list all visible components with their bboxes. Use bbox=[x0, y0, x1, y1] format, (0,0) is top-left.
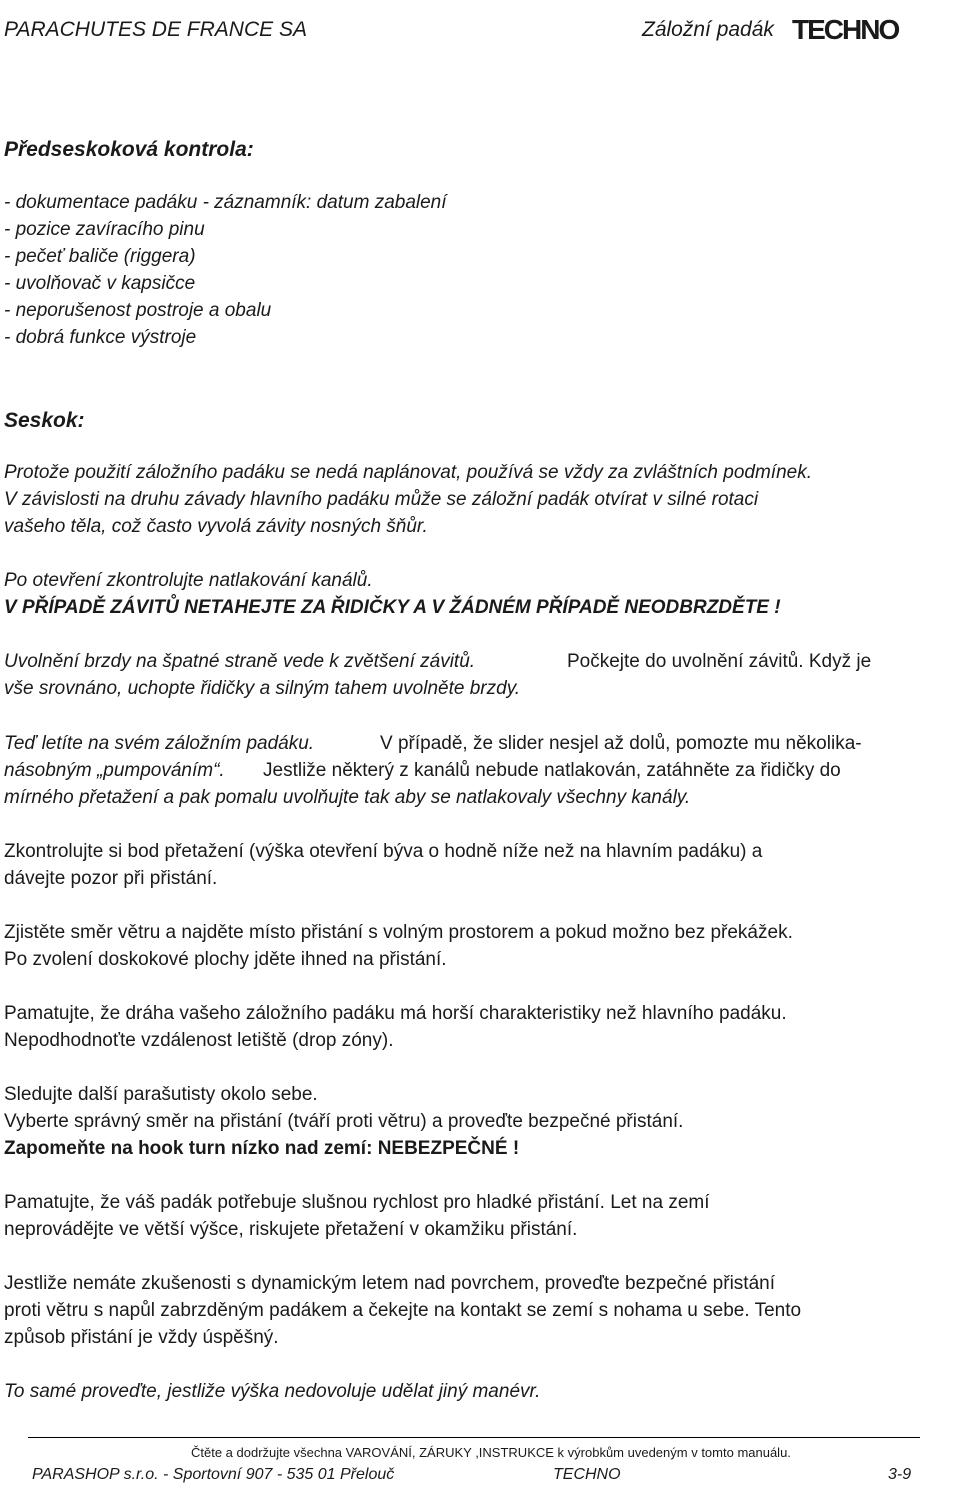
paragraph-line: V závislosti na druhu závady hlavního padáku může se záložní padák otvírat v silné rotaci bbox=[4, 489, 759, 510]
header-company: PARACHUTES DE FRANCE SA bbox=[4, 18, 307, 41]
footer-address: PARASHOP s.r.o. - Sportovní 907 - 535 01 Přelouč bbox=[32, 1466, 395, 1483]
paragraph-line: způsob přistání je vždy úspěšný. bbox=[4, 1327, 279, 1348]
paragraph-line: Sledujte další parašutisty okolo sebe. bbox=[4, 1084, 318, 1105]
paragraph-line: Zjistěte směr větru a najděte místo přistání s volným prostorem a pokud možno bez překážek. bbox=[4, 922, 793, 943]
paragraph-line: Zkontrolujte si bod přetažení (výška otevření býva o hodně níže než na hlavním padáku) a bbox=[4, 841, 763, 862]
paragraph-line: neprovádějte ve větší výšce, riskujete přetažení v okamžiku přistání. bbox=[4, 1219, 578, 1240]
paragraph-line: To samé proveďte, jestliže výška nedovoluje udělat jiný manévr. bbox=[4, 1381, 541, 1402]
paragraph-line: Teď letíte na svém záložním padáku. bbox=[4, 733, 315, 754]
jump-title: Seskok: bbox=[4, 409, 85, 432]
list-item: - pečeť baliče (riggera) bbox=[4, 246, 196, 267]
paragraph-line: vašeho těla, což často vyvolá závity nosných šňůr. bbox=[4, 516, 428, 537]
paragraph-line: mírného přetažení a pak pomalu uvolňujte tak aby se natlakovaly všechny kanály. bbox=[4, 787, 691, 808]
paragraph-line: Po zvolení doskokové plochy jděte ihned na přistání. bbox=[4, 949, 447, 970]
footer-product: TECHNO bbox=[553, 1466, 621, 1483]
paragraph-line: Pamatujte, že váš padák potřebuje slušnou rychlost pro hladké přistání. Let na zemí bbox=[4, 1192, 710, 1213]
list-item: - dobrá funkce výstroje bbox=[4, 327, 197, 348]
paragraph-line: dávejte pozor při přistání. bbox=[4, 868, 218, 889]
techno-logo-text: TECHNO bbox=[792, 16, 899, 42]
footer-divider bbox=[28, 1437, 920, 1438]
paragraph-line: vše srovnáno, uchopte řidičky a silným tahem uvolněte brzdy. bbox=[4, 678, 521, 699]
pre-jump-title: Předseskoková kontrola: bbox=[4, 138, 254, 161]
header-product: Záložní padák bbox=[642, 18, 774, 41]
paragraph-line: Po otevření zkontrolujte natlakování kanálů. bbox=[4, 570, 373, 591]
footer-note: Čtěte a dodržujte všechna VAROVÁNÍ, ZÁRUKY ,INSTRUKCE k výrobkům uvedeným v tomto manuálu. bbox=[191, 1445, 791, 1460]
list-item: - pozice zavíracího pinu bbox=[4, 219, 205, 240]
paragraph-line: proti větru s napůl zabrzděným padákem a čekejte na kontakt se zemí s nohama u sebe. Tento bbox=[4, 1300, 802, 1321]
paragraph-line: Nepodhodnoťte vzdálenost letiště (drop zóny). bbox=[4, 1030, 394, 1051]
techno-logo bbox=[792, 16, 902, 42]
paragraph-line: Jestliže nemáte zkušenosti s dynamickým letem nad povrchem, proveďte bezpečné přistání bbox=[4, 1273, 775, 1294]
paragraph-line: násobným „pumpováním“. bbox=[4, 760, 225, 781]
warning-line: Zapomeňte na hook turn nízko nad zemí: NEBEZPEČNÉ ! bbox=[4, 1138, 520, 1159]
paragraph-line: Protože použití záložního padáku se nedá naplánovat, používá se vždy za zvláštních podmínek. bbox=[4, 462, 813, 483]
list-item: - dokumentace padáku - záznamník: datum zabalení bbox=[4, 192, 447, 213]
paragraph-line: Počkejte do uvolnění závitů. Když je bbox=[567, 651, 872, 672]
paragraph-line: V případě, že slider nesjel až dolů, pomozte mu několika- bbox=[380, 733, 862, 754]
paragraph-line: Pamatujte, že dráha vašeho záložního padáku má horší charakteristiky než hlavního padáku. bbox=[4, 1003, 787, 1024]
page-number: 3-9 bbox=[888, 1466, 912, 1483]
paragraph-line: Uvolnění brzdy na špatné straně vede k zvětšení závitů. bbox=[4, 651, 476, 672]
warning-line: V PŘÍPADĚ ZÁVITŮ NETAHEJTE ZA ŘIDIČKY A V ŽÁDNÉM PŘÍPADĚ NEODBRZDĚTE ! bbox=[4, 597, 781, 618]
paragraph-line: Vyberte správný směr na přistání (tváří proti větru) a proveďte bezpečné přistání. bbox=[4, 1111, 684, 1132]
list-item: - neporušenost postroje a obalu bbox=[4, 300, 272, 321]
list-item: - uvolňovač v kapsičce bbox=[4, 273, 196, 294]
paragraph-line: Jestliže některý z kanálů nebude natlakován, zatáhněte za řidičky do bbox=[263, 760, 841, 781]
